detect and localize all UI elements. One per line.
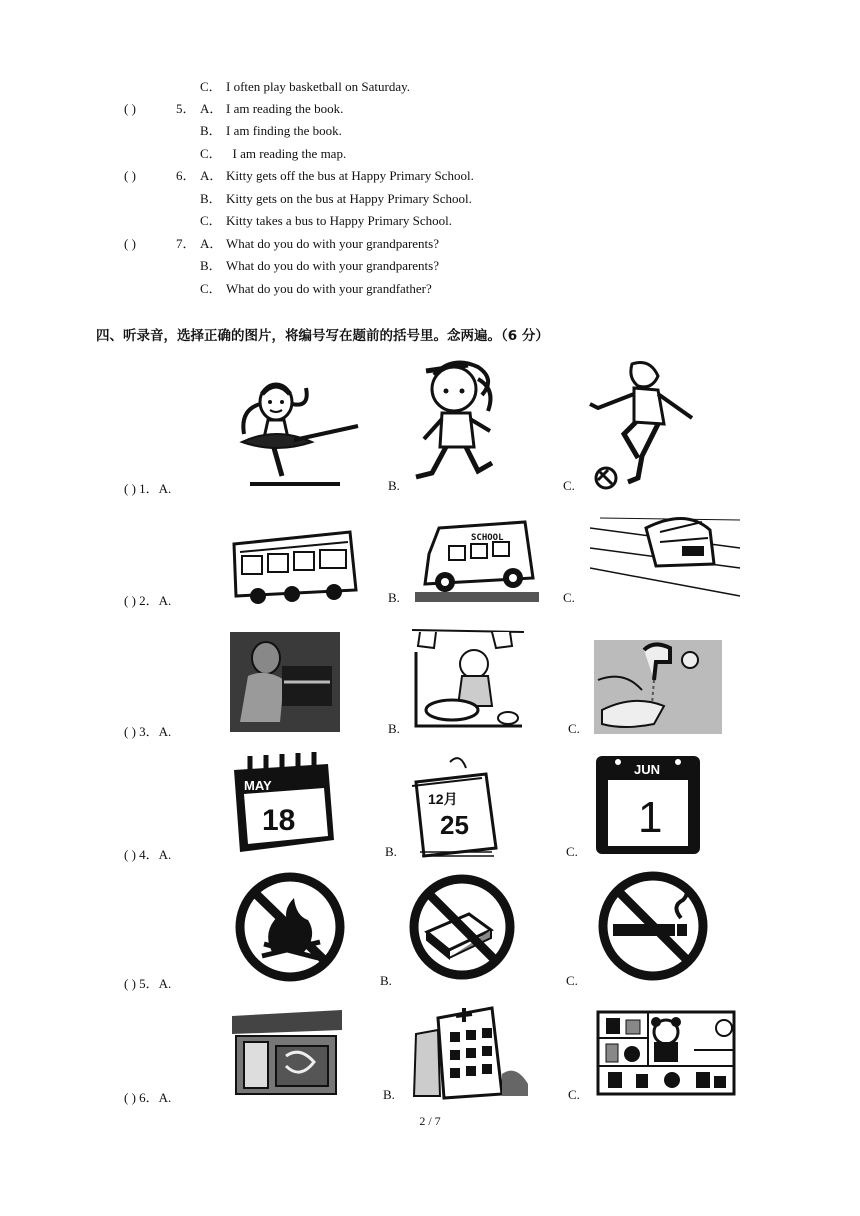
city-bus-image [230,530,362,605]
page-number: 2 / 7 [419,1114,441,1128]
option-text: I often play basketball on Saturday. [226,79,410,94]
option-letter: A． [200,168,223,183]
option-text: I am reading the map. [226,146,347,161]
option-letter: C． [200,146,222,161]
section4-title: 四、听录音，选择正确的图片，将编号写在题前的括号里。念两遍。（6 分） [96,328,549,344]
question-number: 5． [176,101,196,116]
question-2-option-b: B. [388,590,400,605]
question-number: 7． [176,236,196,251]
toy-shop-image [596,1010,736,1096]
question-2-label: ( ) 2．A. [124,593,172,608]
question-2-option-c: C. [563,590,575,605]
december-day: 25 [440,810,469,840]
no-smoking-sign-image [595,870,711,982]
no-fire-sign-image [232,872,348,982]
question-1-label: ( ) 1．A. [124,481,172,496]
piano-playing-image [230,632,340,732]
option-letter: C． [200,79,222,94]
question-6-option-c: C. [568,1087,580,1102]
question-5-option-b: B. [380,973,392,988]
calendar-june-1-image [594,752,702,856]
answer-bracket: ( ) [124,236,136,251]
football-player-image [588,360,700,490]
option-text: What do you do with your grandparents? [226,258,440,273]
hospital-image [412,1004,530,1100]
question-6-option-b: B. [383,1087,395,1102]
question-1-option-c: C. [563,478,575,493]
option-text: What do you do with your grandfather? [226,281,432,296]
question-5-label: ( ) 5．A. [124,976,172,991]
option-letter: B． [200,191,222,206]
question-number: 6． [176,168,196,183]
no-matches-sign-image [407,874,517,980]
shop-front-image [230,1006,344,1098]
question-3-option-b: B. [388,721,400,736]
option-text: I am reading the book. [226,101,344,116]
may-label: MAY [244,778,272,793]
answer-bracket: ( ) [124,168,136,183]
option-text: Kitty gets off the bus at Happy Primary School. [226,168,474,183]
answer-bracket: ( ) [124,101,136,116]
question-4-option-b: B. [385,844,397,859]
calendar-may-18-image [230,752,336,854]
question-4-option-c: C. [566,844,578,859]
question-6-label: ( ) 6．A. [124,1090,172,1105]
washing-clothes-image [412,626,524,734]
option-text: Kitty takes a bus to Happy Primary School. [226,213,453,228]
option-letter: B． [200,258,222,273]
option-text: Kitty gets on the bus at Happy Primary School. [226,191,472,206]
june-label: JUN [634,762,661,777]
washing-hands-image [594,640,722,734]
school-bus-image [415,518,539,604]
june-day: 1 [638,793,663,842]
question-3-option-c: C. [568,721,580,736]
train-image [590,508,745,600]
december-label: 12月 [428,791,458,807]
question-5-option-c: C. [566,973,578,988]
option-letter: A． [200,101,223,116]
option-text: I am finding the book. [226,123,342,138]
option-text: What do you do with your grandparents? [226,236,440,251]
calendar-december-25-image [410,752,502,860]
question-4-label: ( ) 4．A. [124,847,172,862]
may-day: 18 [262,804,296,837]
option-letter: C． [200,213,222,228]
question-1-option-b: B. [388,478,400,493]
question-3-label: ( ) 3．A. [124,724,172,739]
option-letter: C． [200,281,222,296]
ballet-dancer-image [234,380,364,488]
running-girl-image [412,355,502,490]
school-bus-sign: SCHOOL [471,533,504,543]
option-letter: A． [200,236,223,251]
option-letter: B． [200,123,222,138]
